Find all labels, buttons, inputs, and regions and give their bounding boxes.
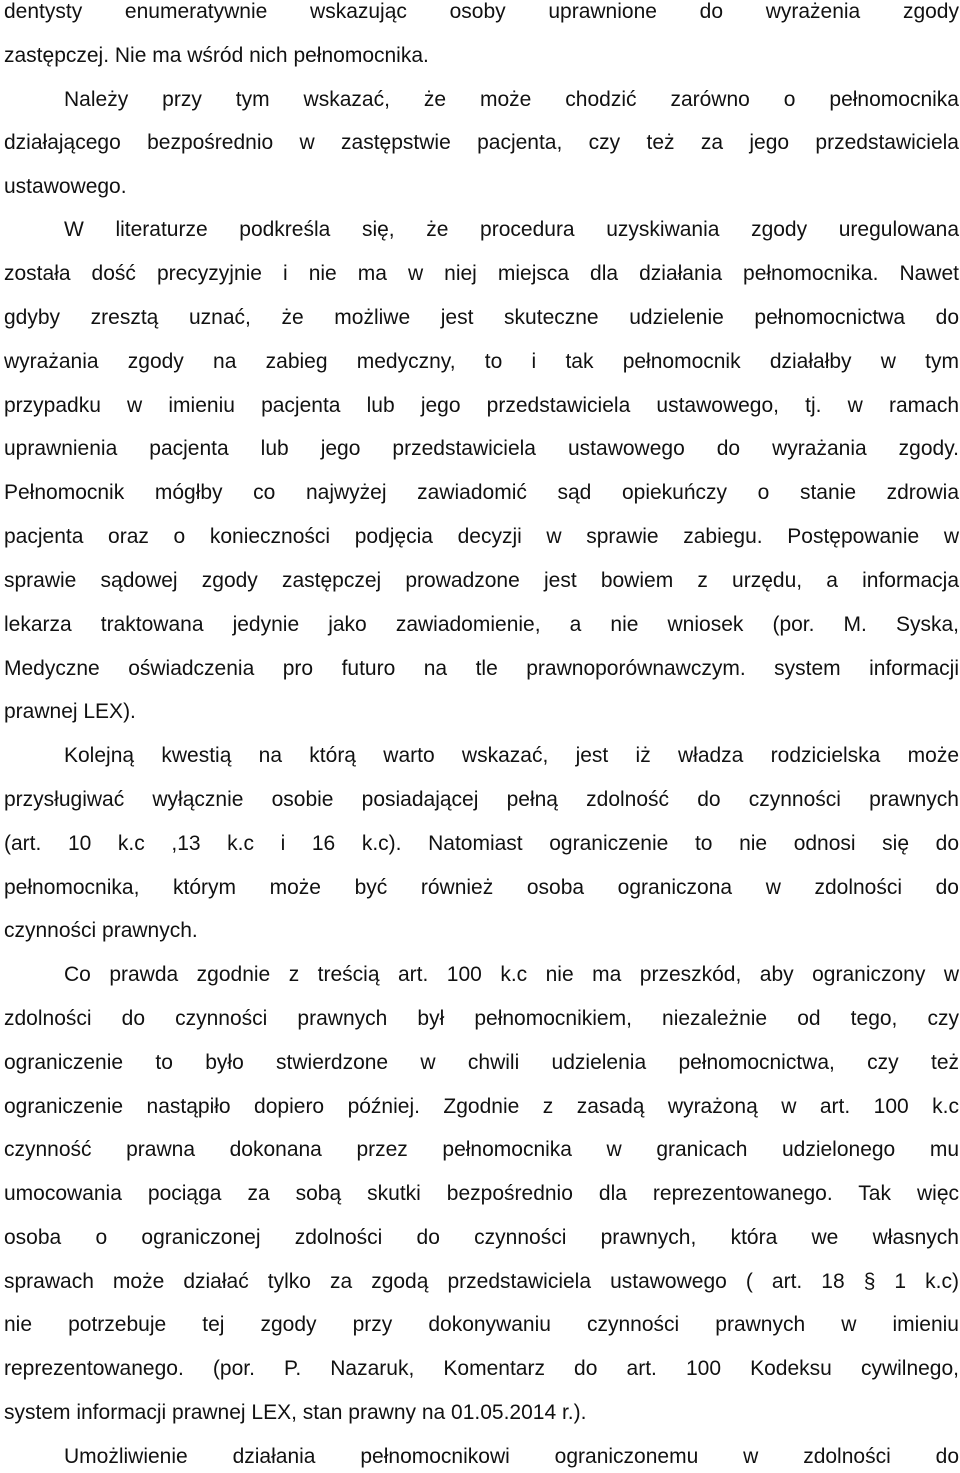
text-line: dentysty enumeratywnie wskazując osoby uprawnione do wyrażenia zgody bbox=[4, 0, 959, 23]
text-line: działającego bezpośrednio w zastępstwie pacjenta, czy też za jego przedstawiciela bbox=[4, 131, 959, 154]
text-line: wyrażania zgody na zabieg medyczny, to i tak pełnomocnik działałby w tym bbox=[4, 350, 959, 373]
text-line: Kolejną kwestią na którą warto wskazać, jest iż władza rodzicielska może bbox=[64, 744, 959, 767]
text-line: Należy przy tym wskazać, że może chodzić zarówno o pełnomocnika bbox=[64, 88, 959, 111]
text-line: prawnej LEX). bbox=[4, 700, 136, 723]
text-line: gdyby zresztą uznać, że możliwe jest skuteczne udzielenie pełnomocnictwa do bbox=[4, 306, 959, 329]
text-line: Pełnomocnik mógłby co najwyżej zawiadomić sąd opiekuńczy o stanie zdrowia bbox=[4, 481, 959, 504]
text-line: zastępczej. Nie ma wśród nich pełnomocnika. bbox=[4, 44, 429, 67]
text-line: reprezentowanego. (por. P. Nazaruk, Komentarz do art. 100 Kodeksu cywilnego, bbox=[4, 1357, 959, 1380]
text-line: ograniczenie nastąpiło dopiero później. Zgodnie z zasadą wyrażoną w art. 100 k.c bbox=[4, 1095, 959, 1118]
text-line: lekarza traktowana jedynie jako zawiadomienie, a nie wniosek (por. M. Syska, bbox=[4, 613, 959, 636]
text-line: Umożliwienie działania pełnomocnikowi ograniczonemu w zdolności do bbox=[64, 1445, 959, 1468]
text-line: W literaturze podkreśla się, że procedura uzyskiwania zgody uregulowana bbox=[64, 218, 959, 241]
text-line: Co prawda zgodnie z treścią art. 100 k.c nie ma przeszkód, aby ograniczony w bbox=[64, 963, 959, 986]
text-line: (art. 10 k.c ,13 k.c i 16 k.c). Natomiast ograniczenie to nie odnosi się do bbox=[4, 832, 959, 855]
text-line: sprawach może działać tylko za zgodą przedstawiciela ustawowego ( art. 18 § 1 k.c) bbox=[4, 1270, 959, 1293]
text-line: ustawowego. bbox=[4, 175, 127, 198]
text-line: pełnomocnika, którym może być również osoba ograniczona w zdolności do bbox=[4, 876, 959, 899]
text-line: uprawnienia pacjenta lub jego przedstawiciela ustawowego do wyrażania zgody. bbox=[4, 437, 959, 460]
text-line: czynność prawna dokonana przez pełnomocnika w granicach udzielonego mu bbox=[4, 1138, 959, 1161]
text-line: system informacji prawnej LEX, stan prawny na 01.05.2014 r.). bbox=[4, 1401, 587, 1424]
text-line: ograniczenie to było stwierdzone w chwili udzielenia pełnomocnictwa, czy też bbox=[4, 1051, 959, 1074]
text-line: umocowania pociąga za sobą skutki bezpośrednio dla reprezentowanego. Tak więc bbox=[4, 1182, 959, 1205]
text-line: została dość precyzyjnie i nie ma w niej miejsca dla działania pełnomocnika. Nawet bbox=[4, 262, 959, 285]
text-line: osoba o ograniczonej zdolności do czynności prawnych, która we własnych bbox=[4, 1226, 959, 1249]
text-line: nie potrzebuje tej zgody przy dokonywaniu czynności prawnych w imieniu bbox=[4, 1313, 959, 1336]
text-line: czynności prawnych. bbox=[4, 919, 198, 942]
text-line: pacjenta oraz o konieczności podjęcia decyzji w sprawie zabiegu. Postępowanie w bbox=[4, 525, 959, 548]
text-line: Medyczne oświadczenia pro futuro na tle prawnoporównawczym. system informacji bbox=[4, 657, 959, 680]
text-line: przysługiwać wyłącznie osobie posiadającej pełną zdolność do czynności prawnych bbox=[4, 788, 959, 811]
text-line: sprawie sądowej zgody zastępczej prowadzone jest bowiem z urzędu, a informacja bbox=[4, 569, 959, 592]
text-line: zdolności do czynności prawnych był pełnomocnikiem, niezależnie od tego, czy bbox=[4, 1007, 959, 1030]
text-line: przypadku w imieniu pacjenta lub jego przedstawiciela ustawowego, tj. w ramach bbox=[4, 394, 959, 417]
